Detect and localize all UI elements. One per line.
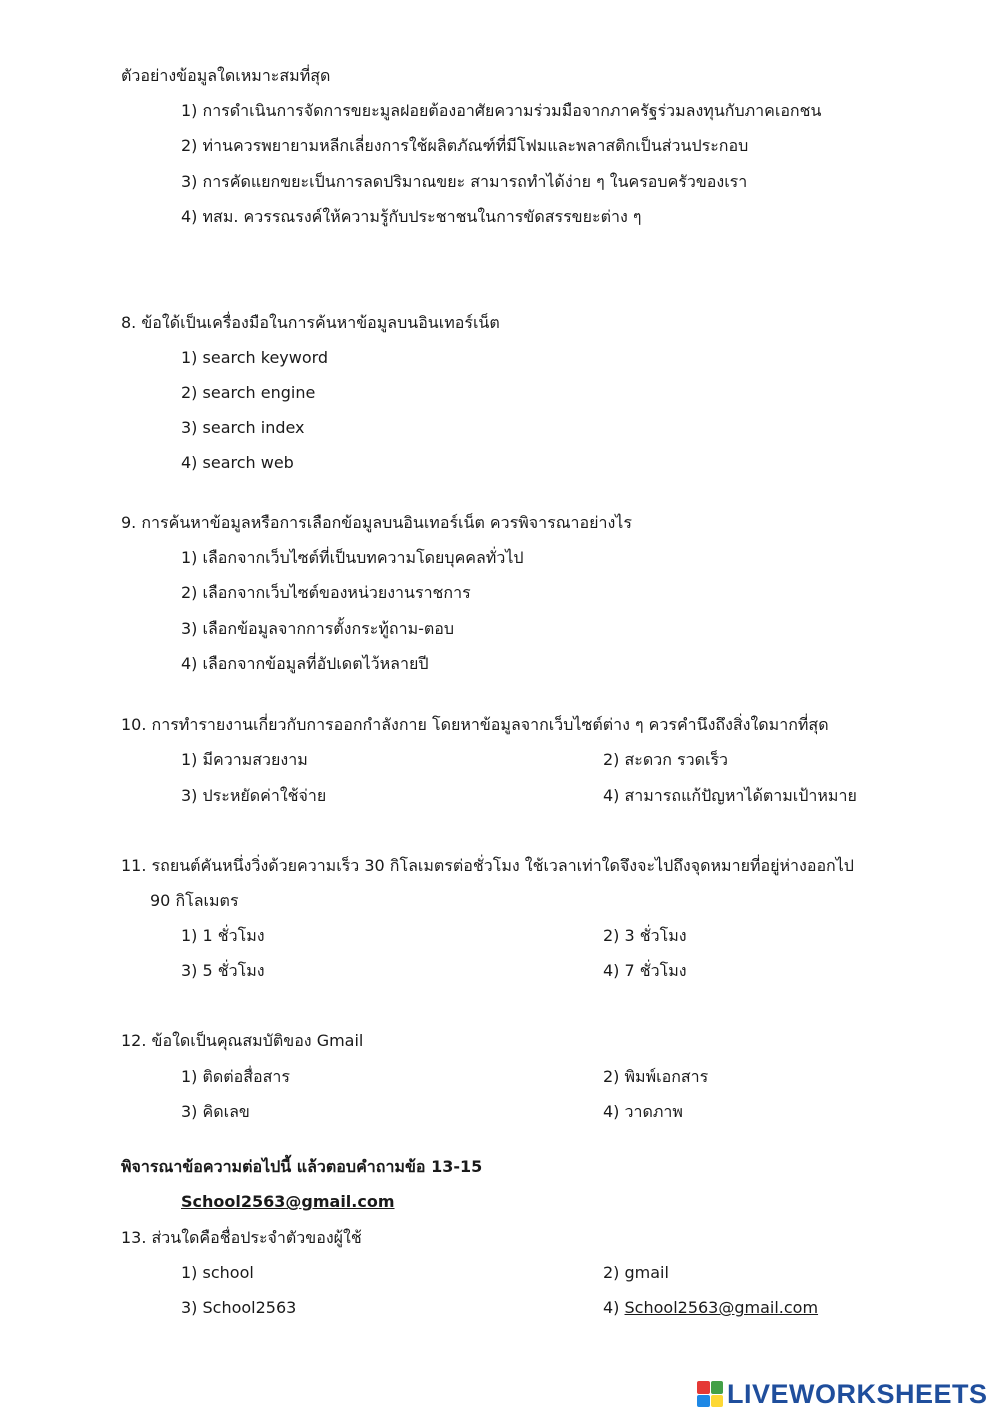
option: 4) 7 ชั่วโมง xyxy=(603,961,687,980)
option: 4) วาดภาพ xyxy=(603,1102,683,1121)
option: 3) คิดเลข xyxy=(181,1102,250,1121)
option: 1) ติดต่อสื่อสาร xyxy=(181,1067,291,1086)
option: 3) search index xyxy=(181,418,305,437)
option: 1) การดำเนินการจัดการขยะมูลฝอยต้องอาศัยความร่วมมือจากภาครัฐร่วมลงทุนกับภาคเอกชน xyxy=(181,101,822,120)
question-10: 10. การทำรายงานเกี่ยวกับการออกกำลังกาย โดยหาข้อมูลจากเว็บไซต์ต่าง ๆ ควรคำนึงถึงสิ่งใดมากที่สุด xyxy=(121,715,829,734)
option: 4) search web xyxy=(181,453,294,472)
option: 3) School2563 xyxy=(181,1298,297,1317)
question-8: 8. ข้อใด้เป็นเครื่องมือในการค้นหาข้อมูลบนอินเทอร์เน็ต xyxy=(121,313,500,332)
option xyxy=(603,1297,818,1319)
option: 3) เลือกข้อมูลจากการตั้งกระทู้ถาม-ตอบ xyxy=(181,619,455,638)
question-11: 11. รถยนต์คันหนึ่งวิ่งด้วยความเร็ว 30 กิโลเมตรต่อชั่วโมง ใช้เวลาเท่าใดจึงจะไปถึงจุดหมายที่อยู่ห่างออกไป xyxy=(121,856,854,875)
question-13: 13. ส่วนใดคือชื่อประจำตัวของผู้ใช้ xyxy=(121,1228,362,1247)
question-12: 12. ข้อใดเป็นคุณสมบัติของ Gmail xyxy=(121,1031,364,1050)
option: 3) 5 ชั่วโมง xyxy=(181,961,265,980)
question-11-continuation: 90 กิโลเมตร xyxy=(150,891,239,910)
logo-text: LIVEWORKSHEETS xyxy=(727,1379,988,1409)
option: 1) มีความสวยงาม xyxy=(181,750,308,769)
liveworksheets-logo[interactable] xyxy=(697,1378,988,1410)
option-prefix: 4) xyxy=(603,1298,625,1317)
option: 3) การคัดแยกขยะเป็นการลดปริมาณขยะ สามารถทำได้ง่าย ๆ ในครอบครัวของเรา xyxy=(181,172,748,191)
passage-email: School2563@gmail.com xyxy=(181,1192,395,1211)
option: 2) search engine xyxy=(181,383,316,402)
option: 2) gmail xyxy=(603,1263,669,1282)
option: 1) เลือกจากเว็บไซต์ที่เป็นบทความโดยบุคคลทั่วไป xyxy=(181,548,524,567)
option: 1) school xyxy=(181,1263,254,1282)
option: 4) สามารถแก้ปัญหาได้ตามเป้าหมาย xyxy=(603,786,857,805)
option: 1) 1 ชั่วโมง xyxy=(181,926,265,945)
option: 4) ทสม. ควรรณรงค์ให้ความรู้กับประชาชนในการขัดสรรขยะต่าง ๆ xyxy=(181,207,642,226)
logo-mark-icon xyxy=(697,1381,723,1407)
option: 2) พิมพ์เอกสาร xyxy=(603,1067,709,1086)
option: 2) เลือกจากเว็บไซต์ของหน่วยงานราชการ xyxy=(181,583,471,602)
option: 3) ประหยัดค่าใช้จ่าย xyxy=(181,786,327,805)
question-9: 9. การค้นหาข้อมูลหรือการเลือกข้อมูลบนอินเทอร์เน็ต ควรพิจารณาอย่างไร xyxy=(121,513,632,532)
option: 2) 3 ชั่วโมง xyxy=(603,926,687,945)
option: 2) ท่านควรพยายามหลีกเลี่ยงการใช้ผลิตภัณฑ์ที่มีโฟมและพลาสติกเป็นส่วนประกอบ xyxy=(181,136,749,155)
option: 1) search keyword xyxy=(181,348,329,367)
option: 4) เลือกจากข้อมูลที่อัปเดตไว้หลายปี xyxy=(181,654,429,673)
option: 2) สะดวก รวดเร็ว xyxy=(603,750,729,769)
passage-instruction: พิจารณาข้อความต่อไปนี้ แล้วตอบคำถามข้อ 13-15 xyxy=(121,1157,483,1176)
option-email-link: School2563@gmail.com xyxy=(624,1298,819,1317)
question-heading: ตัวอย่างข้อมูลใดเหมาะสมที่สุด xyxy=(121,66,331,85)
